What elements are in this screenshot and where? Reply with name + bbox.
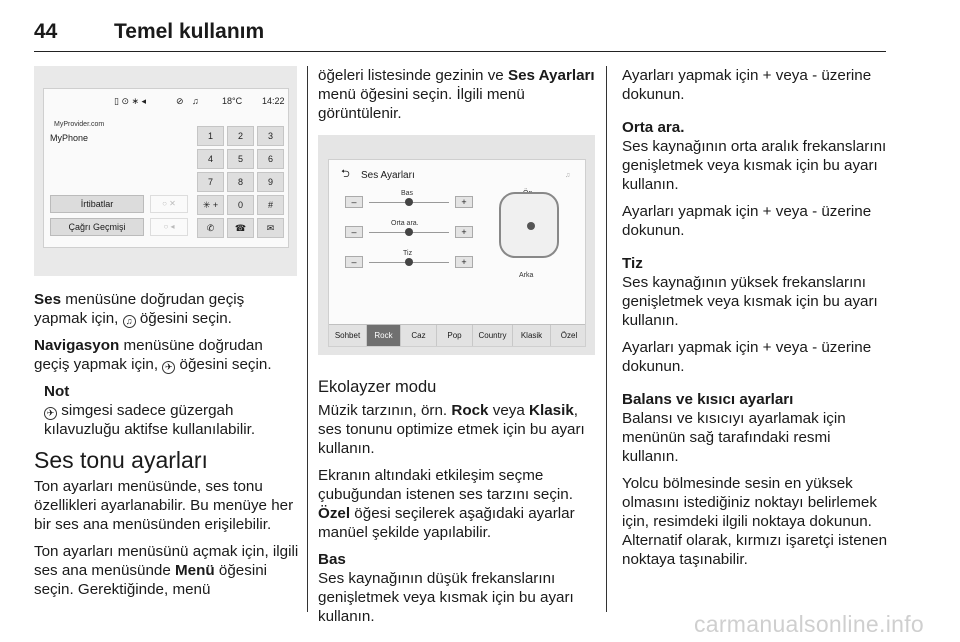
section-heading: Ekolayzer modu <box>318 378 437 396</box>
paragraph: Balansı ve kısıcıyı ayarlamak için menünün sağ tarafındaki resmi kullanın. <box>622 410 846 465</box>
bass-slider-knob[interactable] <box>405 198 413 206</box>
paragraph: Ton ayarları menüsünü açmak için, ilgili ses ana menüsünde Menü öğesini seçin. Gerektiğinde, menü <box>34 543 299 598</box>
key-5[interactable]: 5 <box>227 149 254 169</box>
tab-ozel[interactable]: Özel <box>560 331 578 340</box>
balance-fader-car[interactable] <box>499 192 559 258</box>
rear-label: Arka <box>519 272 534 279</box>
note-text: ✈ simgesi sadece güzergah kılavuzluğu aktifse kullanılabilir. <box>44 402 256 438</box>
watermark: carmanualsonline.info <box>693 611 924 637</box>
sound-settings-screen <box>328 159 586 347</box>
paragraph: Ses kaynağının düşük frekanslarını genişletmek veya kısmak için bu ayarı kullanın. <box>318 570 574 625</box>
paragraph: Ses kaynağının orta aralık frekanslarını genişletmek veya kısmak için bu ayarı kullanın. <box>622 138 887 193</box>
page-header <box>34 8 886 52</box>
page-number: 44 <box>34 20 58 43</box>
screen-title: Ses Ayarları <box>361 170 415 181</box>
paragraph: öğeleri listesinde gezinin ve Ses Ayarları menü öğesini seçin. İlgili menü görüntülenir. <box>318 67 595 122</box>
paragraph: Ayarları yapmak için + veya - üzerine dokunun. <box>622 203 872 239</box>
subheading: Tiz <box>622 255 643 272</box>
paragraph: Müzik tarzının, örn. Rock veya Klasik, ses tonunu optimize etmek için bu ayarı kullanın. <box>318 402 585 457</box>
back-icon[interactable]: ⮌ <box>341 168 350 180</box>
clock: 14:22 <box>262 96 285 106</box>
hangup-icon[interactable]: ☎ <box>227 218 254 238</box>
column-1 <box>34 66 299 607</box>
speaker-icon: ○ ◂ <box>150 218 188 236</box>
treble-label: Tiz <box>403 250 413 257</box>
treble-slider-knob[interactable] <box>405 258 413 266</box>
audio-icon: ♫ <box>192 96 199 106</box>
temperature: 18°C <box>222 96 243 106</box>
tab-rock[interactable]: Rock <box>367 325 401 346</box>
phone-screen-image <box>34 66 297 276</box>
paragraph: Yolcu bölmesinde sesin en yüksek olmasını istediğiniz noktayı belirlemek için, resimdeki ilgili noktaya dokunun. Alternatif olarak, kırmızı işaretçi istenen noktaya taşınabilir. <box>622 475 888 568</box>
nav-icon: ⊘ <box>176 96 184 106</box>
tab-sohbet[interactable]: Sohbet <box>329 325 367 346</box>
equalizer-tab-bar <box>329 324 585 346</box>
mid-plus-button[interactable]: + <box>455 226 473 238</box>
paragraph: Navigasyon menüsüne doğrudan geçiş yapmak için, ✈ öğesini seçin. <box>34 337 272 373</box>
column-3 <box>622 66 890 577</box>
audio-icon: ♫ <box>565 172 571 179</box>
section-heading: Ses tonu ayarları <box>34 447 208 473</box>
mid-label: Orta ara. <box>391 220 419 227</box>
key-1[interactable]: 1 <box>197 126 224 146</box>
key-8[interactable]: 8 <box>227 172 254 192</box>
bass-minus-button[interactable]: – <box>345 196 363 208</box>
signal-icon: ▯ ⊙ ∗ ◂ <box>114 96 147 106</box>
column-divider <box>606 66 607 612</box>
mid-slider-knob[interactable] <box>405 228 413 236</box>
status-bar <box>44 89 288 107</box>
mid-minus-button[interactable]: – <box>345 226 363 238</box>
key-star-plus[interactable]: ✳ + <box>197 195 224 215</box>
tab-pop[interactable]: Pop <box>437 325 473 346</box>
column-2 <box>318 66 595 634</box>
key-0[interactable]: 0 <box>227 195 254 215</box>
key-9[interactable]: 9 <box>257 172 284 192</box>
tab-caz[interactable]: Caz <box>401 325 437 346</box>
paragraph: Ayarları yapmak için + veya - üzerine dokunun. <box>622 339 872 375</box>
paragraph: Ses kaynağının yüksek frekanslarını genişletmek veya kısmak için bu ayarı kullanın. <box>622 274 878 329</box>
tab-country[interactable]: Country <box>473 325 513 346</box>
key-hash[interactable]: # <box>257 195 284 215</box>
paragraph: Ses menüsüne doğrudan geçiş yapmak için, ♫ öğesini seçin. <box>34 291 245 327</box>
call-icon[interactable]: ✆ <box>197 218 224 238</box>
note-title: Not <box>44 383 70 400</box>
key-7[interactable]: 7 <box>197 172 224 192</box>
key-3[interactable]: 3 <box>257 126 284 146</box>
paragraph: Ton ayarları menüsünde, ses tonu özellikleri ayarlanabilir. Bu menüye her bir ses ana menüsünden erişilebilir. <box>34 478 294 533</box>
message-icon[interactable]: ✉ <box>257 218 284 238</box>
page-title: Temel kullanım <box>114 20 265 43</box>
subheading: Balans ve kısıcı ayarları <box>622 391 794 408</box>
key-2[interactable]: 2 <box>227 126 254 146</box>
paragraph: Ekranın altındaki etkileşim seçme çubuğundan istenen ses tarzını seçin. Özel öğesi seçilerek aşağıdaki ayarlar manüel şekilde yapılabilir. <box>318 467 575 541</box>
navigation-icon: ✈ <box>162 361 175 374</box>
mute-mic-icon: ○ ✕ <box>150 195 188 213</box>
column-divider <box>307 66 308 612</box>
treble-minus-button[interactable]: – <box>345 256 363 268</box>
provider-name: MyProvider.com <box>54 121 105 128</box>
phone-screen <box>43 88 289 248</box>
balance-pointer[interactable] <box>527 222 535 230</box>
phone-name: MyPhone <box>50 133 89 143</box>
navigation-icon: ✈ <box>44 407 57 420</box>
note-box <box>44 382 299 439</box>
subheading: Bas <box>318 551 346 568</box>
bass-label: Bas <box>401 190 414 197</box>
key-4[interactable]: 4 <box>197 149 224 169</box>
tab-klasik[interactable]: Klasik <box>513 325 551 346</box>
bass-plus-button[interactable]: + <box>455 196 473 208</box>
audio-icon: ♫ <box>123 315 136 328</box>
contacts-button[interactable]: İrtibatlar <box>50 195 144 213</box>
call-history-button[interactable]: Çağrı Geçmişi <box>50 218 144 236</box>
treble-plus-button[interactable]: + <box>455 256 473 268</box>
subheading: Orta ara. <box>622 119 685 136</box>
paragraph: Ayarları yapmak için + veya - üzerine dokunun. <box>622 67 872 103</box>
key-6[interactable]: 6 <box>257 149 284 169</box>
sound-settings-image <box>318 135 595 355</box>
